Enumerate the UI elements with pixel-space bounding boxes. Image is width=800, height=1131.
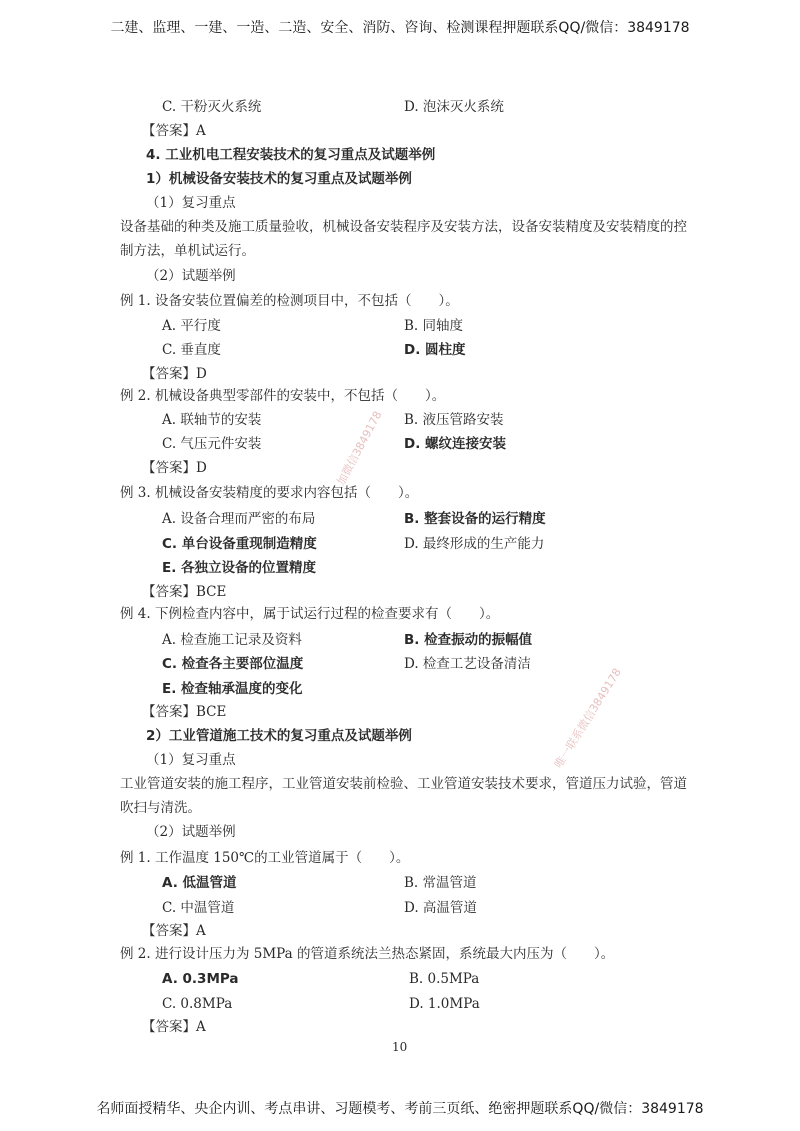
answer: 【答案】BCE (142, 704, 227, 720)
question-stem: 例 1. 工作温度 150℃的工业管道属于（ ）。 (120, 850, 410, 866)
page-footer: 名师面授精华、央企内训、考点串讲、习题模考、考前三页纸、绝密押题联系QQ/微信：3849178 (96, 1101, 704, 1117)
option-d: D. 检查工艺设备清洁 (404, 656, 531, 672)
option-b: B. 液压管路安装 (404, 412, 504, 428)
review-label: （1）复习重点 (146, 195, 236, 211)
review-text: 设备基础的种类及施工质量验收，机械设备安装程序及安装方法，设备安装精度及安装精度的控制方法，单机试运行。 (120, 219, 687, 259)
answer: 【答案】A (142, 923, 206, 939)
option-b: B. 常温管道 (404, 875, 477, 891)
watermark: 唯一联系微信3849178 (551, 666, 624, 771)
review-label: （1）复习重点 (146, 752, 236, 768)
question-stem: 例 1. 设备安装位置偏差的检测项目中，不包括（ ）。 (120, 293, 459, 309)
option-c: C. 气压元件安装 (162, 436, 262, 452)
option-a: A. 联轴节的安装 (162, 412, 262, 428)
option-d: D. 泡沫灭火系统 (404, 99, 504, 115)
option-d: D. 高温管道 (404, 900, 477, 916)
answer: 【答案】D (142, 460, 207, 476)
option-c: C. 干粉灭火系统 (162, 99, 262, 115)
page-number: 10 (392, 1040, 408, 1054)
question-stem: 例 2. 进行设计压力为 5MPa 的管道系统法兰热态紧固，系统最大内压为（ ）。 (120, 946, 615, 962)
option-d-correct: D. 螺纹连接安装 (404, 436, 507, 452)
question-stem: 例 2. 机械设备典型零部件的安装中，不包括（ ）。 (120, 388, 446, 404)
option-b-correct: B. 整套设备的运行精度 (404, 511, 546, 527)
subsection-title: 1）机械设备安装技术的复习重点及试题举例 (146, 171, 412, 187)
watermark: 加微信3849178 (334, 408, 385, 488)
question-stem: 例 4. 下例检查内容中，属于试运行过程的检查要求有（ ）。 (120, 606, 500, 622)
option-c-correct: C. 检查各主要部位温度 (162, 656, 304, 672)
option-b: B. 0.5MPa (409, 971, 480, 987)
subsection-title: 2）工业管道施工技术的复习重点及试题举例 (146, 728, 412, 744)
option-d-correct: D. 圆柱度 (404, 342, 466, 358)
option-a-correct: A. 低温管道 (162, 875, 237, 891)
answer: 【答案】D (142, 366, 207, 382)
option-d: D. 1.0MPa (409, 996, 480, 1012)
option-e-correct: E. 各独立设备的位置精度 (162, 560, 317, 576)
question-stem: 例 3. 机械设备安装精度的要求内容包括（ ）。 (120, 485, 419, 501)
option-a: A. 平行度 (162, 318, 221, 334)
answer: 【答案】A (142, 1019, 206, 1035)
examples-label: （2）试题举例 (146, 824, 236, 840)
answer: 【答案】BCE (142, 584, 227, 600)
option-c: C. 中温管道 (162, 900, 235, 916)
answer: 【答案】A (142, 123, 206, 139)
option-c-correct: C. 单台设备重现制造精度 (162, 536, 317, 552)
option-c: C. 垂直度 (162, 342, 221, 358)
examples-label: （2）试题举例 (146, 268, 236, 284)
option-e-correct: E. 检查轴承温度的变化 (162, 681, 303, 697)
option-a: A. 检查施工记录及资料 (162, 632, 302, 648)
section-title: 4. 工业机电工程安装技术的复习重点及试题举例 (146, 147, 436, 163)
option-d: D. 最终形成的生产能力 (404, 536, 545, 552)
option-b: B. 同轴度 (404, 318, 464, 334)
review-text: 工业管道安装的施工程序，工业管道安装前检验、工业管道安装技术要求，管道压力试验，管道吹扫与清洗。 (120, 776, 687, 816)
option-a-correct: A. 0.3MPa (162, 971, 239, 987)
option-b-correct: B. 检查振动的振幅值 (404, 632, 533, 648)
option-c: C. 0.8MPa (162, 996, 233, 1012)
page-header: 二建、监理、一建、一造、二造、安全、消防、咨询、检测课程押题联系QQ/微信：3849178 (110, 20, 690, 36)
option-a: A. 设备合理而严密的布局 (162, 511, 316, 527)
